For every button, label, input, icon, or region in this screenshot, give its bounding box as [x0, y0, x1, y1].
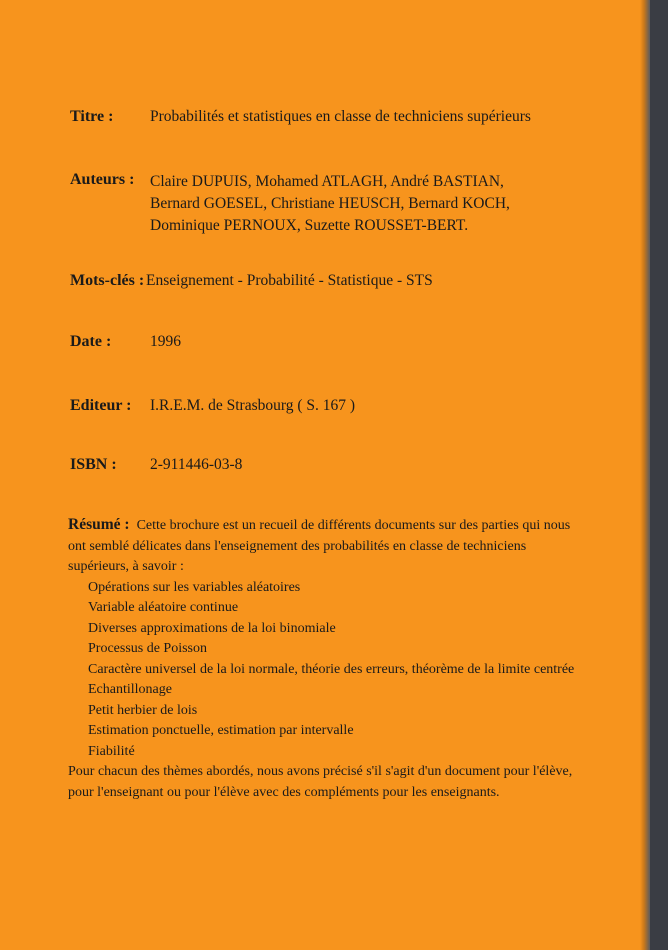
summary-section [68, 515, 588, 803]
list-item: Diverses approximations de la loi binomiale [88, 620, 336, 636]
authors-label: Auteurs : [70, 171, 135, 188]
authors-value [150, 171, 510, 237]
authors-line: Dominique PERNOUX, Suzette ROUSSET-BERT. [150, 217, 469, 234]
list-item: Echantillonage [88, 682, 172, 697]
publisher-label: Editeur : [70, 397, 132, 414]
summary-intro-rest: ont semblé délicates dans l'enseignement des probabilités en classe de techniciens supérieurs, à savoir : [68, 538, 527, 574]
authors-line: Bernard GOESEL, Christiane HEUSCH, Bernard KOCH, [150, 195, 510, 212]
summary-topic-list [68, 578, 588, 763]
isbn-value: 2-911446-03-8 [150, 456, 243, 473]
list-item: Processus de Poisson [88, 641, 208, 656]
title-label: Titre : [70, 108, 114, 125]
list-item: Caractère universel de la loi normale, théorie des erreurs, théorème de la limite centrée [88, 661, 575, 677]
date-label: Date : [70, 333, 112, 350]
list-item: Variable aléatoire continue [88, 600, 239, 615]
keywords-label: Mots-clés : [70, 272, 145, 289]
summary-outro: Pour chacun des thèmes abordés, nous avons précisé s'il s'agit d'un document pour l'élève, pour l'enseignant ou pour l'élève avec des compléments pour les enseignants. [68, 764, 573, 800]
keywords-value: Enseignement - Probabilité - Statistique - STS [146, 272, 433, 289]
date-value: 1996 [150, 333, 181, 350]
list-item: Opérations sur les variables aléatoires [88, 579, 301, 595]
list-item: Estimation ponctuelle, estimation par intervalle [88, 723, 354, 738]
title-value: Probabilités et statistiques en classe de techniciens supérieurs [150, 108, 531, 125]
publisher-value: I.R.E.M. de Strasbourg ( S. 167 ) [150, 397, 356, 414]
list-item: Fiabilité [88, 743, 135, 759]
summary-intro [68, 515, 588, 578]
page-edge [640, 0, 650, 950]
authors-line: Claire DUPUIS, Mohamed ATLAGH, André BASTIAN, [150, 173, 504, 190]
summary-label: Résumé : [68, 516, 130, 533]
isbn-label: ISBN : [70, 456, 117, 473]
summary-intro-first: Cette brochure est un recueil de différents documents sur des parties qui nous [136, 518, 571, 533]
list-item: Petit herbier de lois [88, 702, 198, 718]
